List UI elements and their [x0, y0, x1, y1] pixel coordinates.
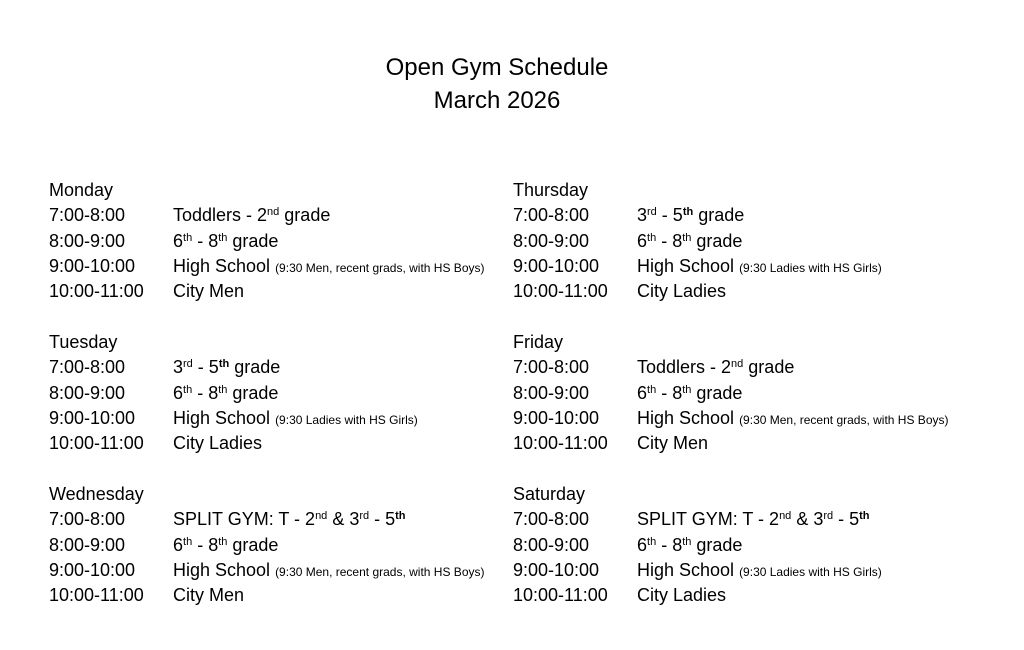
time-slot: 10:00-11:00	[49, 585, 144, 606]
ordinal-suffix: rd	[183, 358, 193, 371]
day-heading: Wednesday	[49, 484, 144, 504]
group-label	[637, 381, 983, 406]
ordinal-suffix: th	[859, 510, 870, 523]
time-slot: 10:00-11:00	[49, 433, 144, 454]
group-text: 6	[173, 534, 184, 555]
group-text: grade	[227, 230, 279, 251]
time-slot: 7:00-8:00	[513, 509, 590, 530]
group-label	[637, 507, 983, 532]
day-wednesday	[49, 482, 519, 608]
time-slot: 8:00-9:00	[513, 230, 590, 251]
group-text: - 8	[656, 382, 683, 403]
schedule-row	[513, 507, 983, 532]
group-label	[173, 203, 519, 228]
day-heading: Tuesday	[49, 332, 118, 352]
schedule-row	[49, 507, 519, 532]
group-label	[637, 533, 983, 558]
day-thursday	[513, 178, 983, 304]
group-text: grade	[227, 382, 279, 403]
group-text: grade	[229, 357, 281, 378]
day-tuesday	[49, 330, 519, 456]
group-label	[173, 279, 519, 304]
ordinal-suffix: th	[183, 383, 193, 396]
ordinal-suffix: nd	[267, 206, 280, 219]
group-note: (9:30 Ladies with HS Girls)	[275, 412, 418, 427]
time-slot: 8:00-9:00	[513, 382, 590, 403]
schedule-row	[513, 254, 983, 279]
time-slot: 9:00-10:00	[49, 407, 136, 428]
time-slot: 8:00-9:00	[49, 230, 126, 251]
group-text: High School	[637, 407, 740, 428]
group-label	[173, 355, 519, 380]
group-text: grade	[743, 357, 795, 378]
group-text: High School	[637, 255, 740, 276]
group-note: (9:30 Men, recent grads, with HS Boys)	[275, 564, 485, 579]
group-label	[637, 558, 983, 583]
group-label	[637, 254, 983, 279]
ordinal-suffix: th	[682, 206, 694, 219]
group-text: Toddlers - 2	[637, 357, 732, 378]
ordinal-suffix: th	[218, 383, 228, 396]
group-label	[637, 431, 983, 456]
time-slot: 9:00-10:00	[49, 255, 136, 276]
group-text: grade	[691, 230, 743, 251]
ordinal-suffix: th	[647, 535, 657, 548]
schedule-row	[49, 381, 519, 406]
ordinal-suffix: th	[218, 535, 228, 548]
day-heading: Thursday	[513, 180, 589, 200]
group-label	[173, 507, 519, 532]
group-text: - 8	[656, 534, 683, 555]
day-heading: Friday	[513, 332, 564, 352]
schedule-row	[49, 583, 519, 608]
group-label	[173, 229, 519, 254]
group-label	[173, 406, 519, 431]
schedule-row	[513, 381, 983, 406]
schedule-row	[513, 558, 983, 583]
group-label	[173, 431, 519, 456]
time-slot: 9:00-10:00	[513, 407, 600, 428]
time-slot: 10:00-11:00	[513, 433, 608, 454]
group-text: - 8	[656, 230, 683, 251]
time-slot: 8:00-9:00	[49, 382, 126, 403]
ordinal-suffix: th	[218, 231, 228, 244]
ordinal-suffix: th	[395, 510, 406, 523]
group-text: 6	[173, 230, 184, 251]
group-text: - 5	[369, 509, 396, 530]
group-label	[637, 229, 983, 254]
group-label	[173, 254, 519, 279]
group-label	[173, 381, 519, 406]
group-label	[637, 203, 983, 228]
group-label	[637, 355, 983, 380]
group-label	[637, 583, 983, 608]
time-slot: 10:00-11:00	[513, 281, 608, 302]
group-label	[173, 583, 519, 608]
group-note: (9:30 Men, recent grads, with HS Boys)	[275, 260, 485, 275]
day-friday	[513, 330, 983, 456]
schedule-row	[49, 558, 519, 583]
group-text: grade	[693, 205, 745, 226]
schedule-row	[513, 203, 983, 228]
schedule-row	[513, 279, 983, 304]
time-slot: 7:00-8:00	[49, 205, 126, 226]
schedule-row	[49, 203, 519, 228]
group-text: 6	[637, 534, 648, 555]
time-slot: 7:00-8:00	[49, 357, 126, 378]
group-text: City Ladies	[173, 433, 263, 454]
schedule-row	[49, 355, 519, 380]
group-text: City Men	[173, 585, 245, 606]
group-text: High School	[173, 255, 276, 276]
schedule-row	[513, 229, 983, 254]
time-slot: 8:00-9:00	[513, 534, 590, 555]
group-text: & 3	[327, 509, 360, 530]
time-slot: 9:00-10:00	[513, 559, 600, 580]
group-text: High School	[637, 559, 740, 580]
group-text: 6	[173, 382, 184, 403]
schedule-row	[49, 431, 519, 456]
ordinal-suffix: rd	[359, 510, 370, 523]
time-slot: 7:00-8:00	[49, 509, 126, 530]
group-text: grade	[691, 534, 743, 555]
group-text: High School	[173, 559, 276, 580]
group-text: grade	[691, 382, 743, 403]
ordinal-suffix: rd	[647, 206, 657, 219]
day-heading: Monday	[49, 180, 114, 200]
ordinal-suffix: nd	[779, 510, 792, 523]
group-text: City Men	[637, 433, 709, 454]
group-note: (9:30 Men, recent grads, with HS Boys)	[739, 412, 949, 427]
group-text: SPLIT GYM: T - 2	[173, 509, 316, 530]
ordinal-suffix: th	[682, 231, 692, 244]
group-text: grade	[227, 534, 279, 555]
schedule-row	[513, 406, 983, 431]
time-slot: 9:00-10:00	[49, 559, 136, 580]
page-title: Open Gym Schedule	[385, 54, 609, 81]
ordinal-suffix: nd	[315, 510, 328, 523]
schedule-row	[513, 533, 983, 558]
schedule-row	[49, 254, 519, 279]
group-text: - 8	[192, 230, 219, 251]
schedule-row	[513, 583, 983, 608]
group-text: - 5	[192, 357, 219, 378]
group-text: - 5	[656, 205, 683, 226]
group-text: SPLIT GYM: T - 2	[637, 509, 780, 530]
group-label	[637, 279, 983, 304]
time-slot: 10:00-11:00	[513, 585, 608, 606]
schedule-row	[513, 431, 983, 456]
page-subtitle: March 2026	[433, 87, 561, 114]
time-slot: 8:00-9:00	[49, 534, 126, 555]
group-text: Toddlers - 2	[173, 205, 268, 226]
ordinal-suffix: th	[183, 231, 193, 244]
group-text: High School	[173, 407, 276, 428]
group-note: (9:30 Ladies with HS Girls)	[739, 260, 882, 275]
ordinal-suffix: th	[682, 535, 692, 548]
time-slot: 7:00-8:00	[513, 357, 590, 378]
group-text: City Men	[173, 281, 245, 302]
ordinal-suffix: th	[218, 358, 230, 371]
ordinal-suffix: rd	[823, 510, 834, 523]
group-text: City Ladies	[637, 585, 727, 606]
group-text: City Ladies	[637, 281, 727, 302]
schedule-row	[513, 355, 983, 380]
time-slot: 9:00-10:00	[513, 255, 600, 276]
time-slot: 10:00-11:00	[49, 281, 144, 302]
ordinal-suffix: th	[183, 535, 193, 548]
group-text: 6	[637, 382, 648, 403]
day-heading: Saturday	[513, 484, 586, 504]
group-text: 3	[637, 205, 648, 226]
schedule-row	[49, 279, 519, 304]
schedule-row	[49, 533, 519, 558]
day-monday	[49, 178, 519, 304]
ordinal-suffix: th	[647, 231, 657, 244]
group-text: - 8	[192, 534, 219, 555]
ordinal-suffix: th	[682, 383, 692, 396]
group-text: - 8	[192, 382, 219, 403]
group-note: (9:30 Ladies with HS Girls)	[739, 564, 882, 579]
ordinal-suffix: th	[647, 383, 657, 396]
group-text: 3	[173, 357, 184, 378]
group-text: & 3	[791, 509, 824, 530]
group-label	[637, 406, 983, 431]
group-label	[173, 558, 519, 583]
time-slot: 7:00-8:00	[513, 205, 590, 226]
group-text: grade	[279, 205, 331, 226]
ordinal-suffix: nd	[731, 358, 744, 371]
group-text: - 5	[833, 509, 860, 530]
day-saturday	[513, 482, 983, 608]
schedule-row	[49, 229, 519, 254]
schedule-row	[49, 406, 519, 431]
group-text: 6	[637, 230, 648, 251]
group-label	[173, 533, 519, 558]
